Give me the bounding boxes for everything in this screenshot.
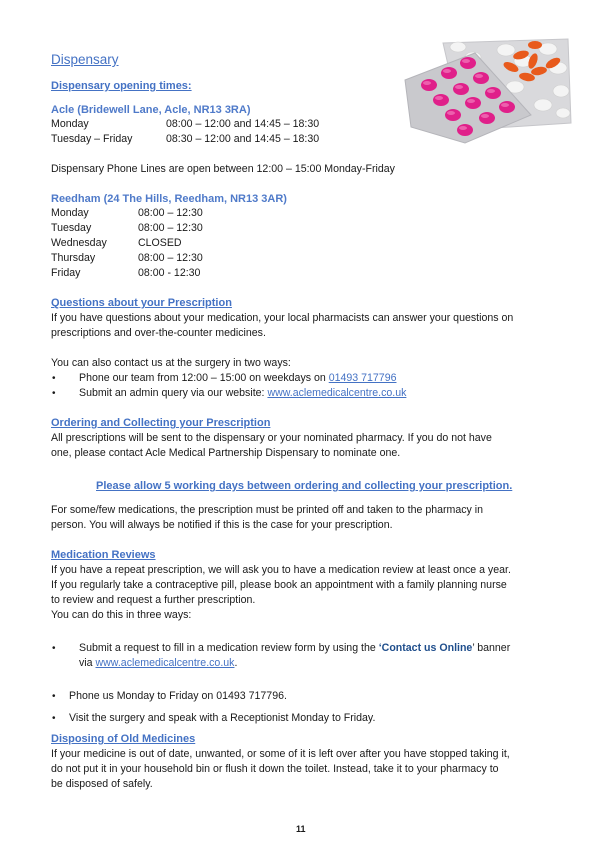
page-title: Dispensary xyxy=(51,52,119,67)
contact-phone-text: Phone our team from 12:00 – 15:00 on weekdays on xyxy=(79,372,329,384)
disposing-heading: Disposing of Old Medicines xyxy=(51,733,196,745)
ordering-text: person. You will always be notified if this is the case for your prescription. xyxy=(51,519,393,531)
questions-heading: Questions about your Prescription xyxy=(51,297,232,309)
bullet-icon: • xyxy=(52,713,56,724)
bullet-icon: • xyxy=(52,643,56,654)
reviews-heading: Medication Reviews xyxy=(51,549,156,561)
disposing-text: do not put it in your household bin or flush it down the toilet. Instead, take it to your pharmacy to xyxy=(51,763,499,775)
contact-phone-item xyxy=(79,371,396,386)
ordering-text: For some/few medications, the prescription must be printed off and taken to the pharmacy in xyxy=(51,504,484,516)
pills-image xyxy=(403,35,573,145)
bullet-icon: • xyxy=(52,388,56,399)
contact-website-text: Submit an admin query via our website: xyxy=(79,387,268,399)
reviews-text: You can do this in three ways: xyxy=(51,609,192,621)
bullet-icon: • xyxy=(52,691,56,702)
reedham-hours: 08:00 – 12:30 xyxy=(138,252,203,264)
acle-day: Tuesday – Friday xyxy=(51,133,133,145)
contact-website-item xyxy=(79,386,406,401)
disposing-text: If your medicine is out of date, unwanted, or some of it is left over after you have stopped taking it, xyxy=(51,748,510,760)
quote-close: ’ banner xyxy=(472,642,511,654)
phone-lines-note: Dispensary Phone Lines are open between 12:00 – 15:00 Monday-Friday xyxy=(51,163,395,175)
acle-location-header: Acle (Bridewell Lane, Acle, NR13 3RA) xyxy=(51,104,251,116)
reedham-day: Monday xyxy=(51,207,89,219)
reviews-text: If you have a repeat prescription, we will ask you to have a medication review at least once a year. xyxy=(51,564,511,576)
review-visit-item: Visit the surgery and speak with a Receptionist Monday to Friday. xyxy=(69,712,376,724)
ordering-heading: Ordering and Collecting your Prescription xyxy=(51,417,271,429)
reedham-day: Wednesday xyxy=(51,237,107,249)
reedham-day: Friday xyxy=(51,267,81,279)
acle-hours: 08:00 – 12:00 and 14:45 – 18:30 xyxy=(166,118,320,130)
phone-link[interactable]: 01493 717796 xyxy=(328,372,397,384)
acle-hours: 08:30 – 12:00 and 14:45 – 18:30 xyxy=(166,133,320,145)
review-phone-item: Phone us Monday to Friday on 01493 717796. xyxy=(69,690,287,702)
questions-text: prescriptions and over-the-counter medicines. xyxy=(51,327,266,339)
ordering-text: one, please contact Acle Medical Partnership Dispensary to nominate one. xyxy=(51,447,401,459)
contact-us-online-label: Contact us Online xyxy=(381,642,473,654)
period: . xyxy=(234,657,238,669)
disposing-text: be disposed of safely. xyxy=(51,778,153,790)
website-link[interactable]: www.aclemedicalcentre.co.uk xyxy=(267,387,407,399)
quote-open: ‘ xyxy=(378,642,382,654)
reedham-location-header: Reedham (24 The Hills, Reedham, NR13 3AR) xyxy=(51,193,287,205)
reedham-day: Thursday xyxy=(51,252,96,264)
reedham-hours: 08:00 – 12:30 xyxy=(138,207,203,219)
reedham-hours: 08:00 - 12:30 xyxy=(138,267,201,279)
review-online-text: Submit a request to fill in a medication review form by using the xyxy=(79,642,379,654)
contact-intro: You can also contact us at the surgery in two ways: xyxy=(51,357,291,369)
acle-day: Monday xyxy=(51,118,89,130)
ordering-notice: Please allow 5 working days between ordering and collecting your prescription. xyxy=(96,480,513,492)
reviews-text: If you regularly take a contraceptive pill, please book an appointment with a family planning nurse xyxy=(51,579,507,591)
website-link[interactable]: www.aclemedicalcentre.co.uk xyxy=(95,657,235,669)
reedham-day: Tuesday xyxy=(51,222,92,234)
ordering-text: All prescriptions will be sent to the dispensary or your nominated pharmacy. If you do not have xyxy=(51,432,492,444)
review-online-item xyxy=(79,641,510,656)
questions-text: If you have questions about your medication, your local pharmacists can answer your questions on xyxy=(51,312,514,324)
opening-times-heading: Dispensary opening times: xyxy=(51,80,192,92)
via-text: via xyxy=(79,657,96,669)
page-number: 11 xyxy=(296,824,306,834)
reviews-text: to review and request a further prescription. xyxy=(51,594,256,606)
review-online-item-cont xyxy=(79,656,237,671)
reedham-hours: 08:00 – 12:30 xyxy=(138,222,203,234)
bullet-icon: • xyxy=(52,373,56,384)
reedham-hours: CLOSED xyxy=(138,237,182,249)
